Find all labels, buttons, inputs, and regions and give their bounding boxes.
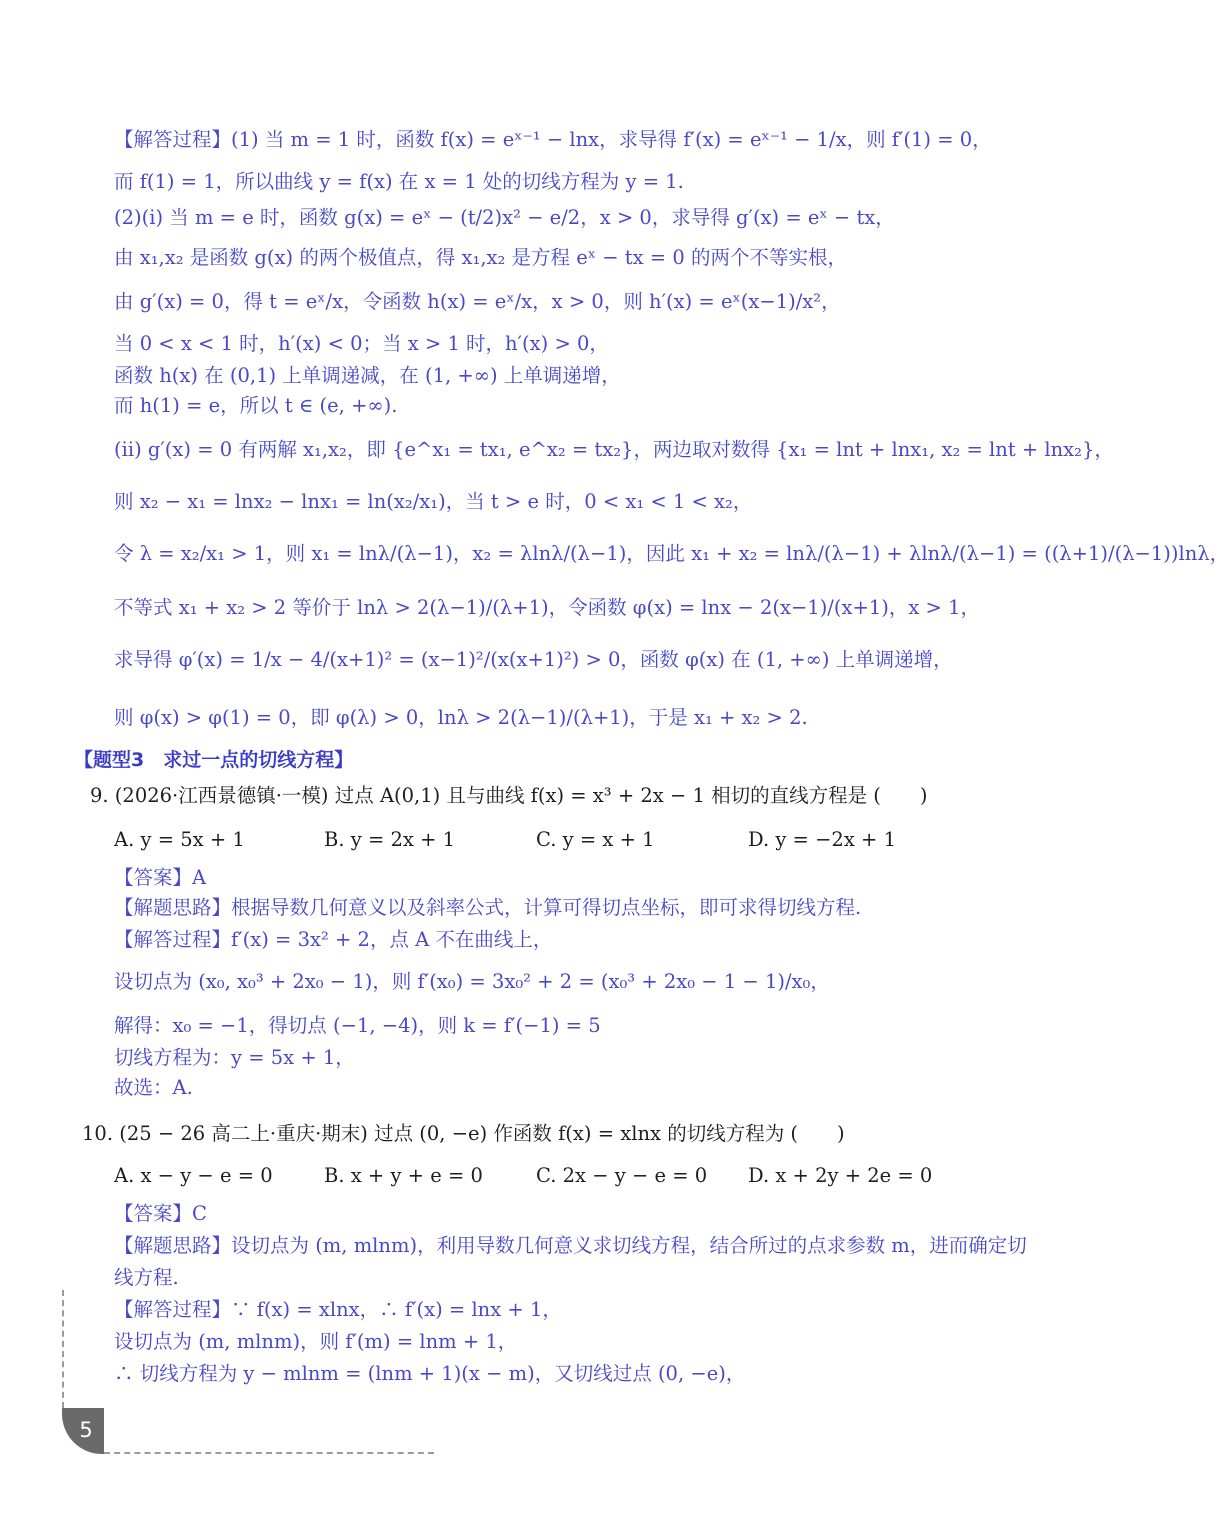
- solution-idea: 【解题思路】设切点为 (m, mlnm)，利用导数几何意义求切线方程，结合所过的点求参数 m，进而确定切: [114, 1234, 1027, 1257]
- solution-line: 切线方程为：y = 5x + 1，: [114, 1046, 355, 1069]
- option-a: A. y = 5x + 1: [114, 828, 245, 851]
- footer-dashed-line: [104, 1452, 434, 1454]
- solution-line: 求导得 φ′(x) = 1/x − 4/(x+1)² = (x−1)²/(x(x+1)²) > 0，函数 φ(x) 在 (1, +∞) 上单调递增，: [114, 648, 953, 671]
- option-d: D. x + 2y + 2e = 0: [748, 1164, 933, 1187]
- solution-idea: 线方程.: [114, 1266, 179, 1289]
- option-d: D. y = −2x + 1: [748, 828, 896, 851]
- option-c: C. 2x − y − e = 0: [536, 1164, 708, 1187]
- solution-line: 设切点为 (m, mlnm)，则 f′(m) = lnm + 1，: [114, 1330, 518, 1353]
- solution-line: 设切点为 (x₀, x₀³ + 2x₀ − 1)，则 f′(x₀) = 3x₀² + 2 = (x₀³ + 2x₀ − 1 − 1)/x₀，: [114, 970, 830, 993]
- option-a: A. x − y − e = 0: [114, 1164, 273, 1187]
- section-title: 【题型3 求过一点的切线方程】: [74, 749, 354, 771]
- solution-line: 函数 h(x) 在 (0,1) 上单调递减，在 (1, +∞) 上单调递增，: [114, 364, 621, 387]
- solution-line: 由 g′(x) = 0，得 t = eˣ/x，令函数 h(x) = eˣ/x，x > 0，则 h′(x) = eˣ(x−1)/x²，: [114, 290, 841, 313]
- solution-line: 【解答过程】(1) 当 m = 1 时，函数 f(x) = eˣ⁻¹ − lnx，求导得 f′(x) = eˣ⁻¹ − 1/x，则 f′(1) = 0，: [114, 128, 992, 151]
- answer: 【答案】C: [114, 1202, 207, 1225]
- question-stem: 9. (2026·江西景德镇·一模) 过点 A(0,1) 且与曲线 f(x) = x³ + 2x − 1 相切的直线方程是 ( ): [90, 784, 928, 807]
- solution-line: 则 φ(x) > φ(1) = 0，即 φ(λ) > 0，lnλ > 2(λ−1)/(λ+1)，于是 x₁ + x₂ > 2.: [114, 706, 808, 729]
- solution-line: 【解答过程】∵ f(x) = xlnx，∴ f′(x) = lnx + 1，: [114, 1298, 562, 1321]
- solution-line: 解得：x₀ = −1，得切点 (−1, −4)，则 k = f′(−1) = 5: [114, 1014, 601, 1037]
- solution-line: 【解答过程】f′(x) = 3x² + 2，点 A 不在曲线上，: [114, 928, 553, 951]
- option-b: B. x + y + e = 0: [324, 1164, 483, 1187]
- solution-line: 故选：A.: [114, 1076, 193, 1099]
- margin-dashed-line: [62, 1290, 64, 1408]
- solution-line: (ⅱ) g′(x) = 0 有两解 x₁,x₂，即 {e^x₁ = tx₁, e^x₂ = tx₂}，两边取对数得 {x₁ = lnt + lnx₁, x₂ = lnt + lnx₂}，: [114, 438, 1114, 461]
- answer: 【答案】A: [114, 866, 207, 889]
- option-b: B. y = 2x + 1: [324, 828, 456, 851]
- solution-line: ∴ 切线方程为 y − mlnm = (lnm + 1)(x − m)，又切线过点 (0, −e)，: [114, 1362, 746, 1385]
- solution-line: 由 x₁,x₂ 是函数 g(x) 的两个极值点，得 x₁,x₂ 是方程 eˣ − tx = 0 的两个不等实根，: [114, 246, 847, 269]
- page-number: 5: [79, 1418, 93, 1442]
- solution-line: 而 f(1) = 1，所以曲线 y = f(x) 在 x = 1 处的切线方程为 y = 1.: [114, 170, 684, 193]
- solution-line: 则 x₂ − x₁ = lnx₂ − lnx₁ = ln(x₂/x₁)，当 t > e 时，0 < x₁ < 1 < x₂，: [114, 490, 753, 513]
- solution-line: 当 0 < x < 1 时，h′(x) < 0；当 x > 1 时，h′(x) > 0，: [114, 332, 609, 355]
- solution-line: 不等式 x₁ + x₂ > 2 等价于 lnλ > 2(λ−1)/(λ+1)，令函数 φ(x) = lnx − 2(x−1)/(x+1)，x > 1，: [114, 596, 980, 619]
- solution-line: (2)(ⅰ) 当 m = e 时，函数 g(x) = eˣ − (t/2)x² − e/2，x > 0，求导得 g′(x) = eˣ − tx，: [114, 206, 895, 229]
- option-c: C. y = x + 1: [536, 828, 655, 851]
- solution-line: 令 λ = x₂/x₁ > 1，则 x₁ = lnλ/(λ−1)，x₂ = λlnλ/(λ−1)，因此 x₁ + x₂ = lnλ/(λ−1) + λlnλ/(λ−1) = ((λ+1)/(λ−1))lnλ，: [114, 542, 1229, 565]
- solution-idea: 【解题思路】根据导数几何意义以及斜率公式，计算可得切点坐标，即可求得切线方程.: [114, 896, 862, 919]
- solution-line: 而 h(1) = e，所以 t ∈ (e, +∞).: [114, 394, 398, 417]
- question-stem: 10. (25 − 26 高二上·重庆·期末) 过点 (0, −e) 作函数 f(x) = xlnx 的切线方程为 ( ): [82, 1122, 845, 1145]
